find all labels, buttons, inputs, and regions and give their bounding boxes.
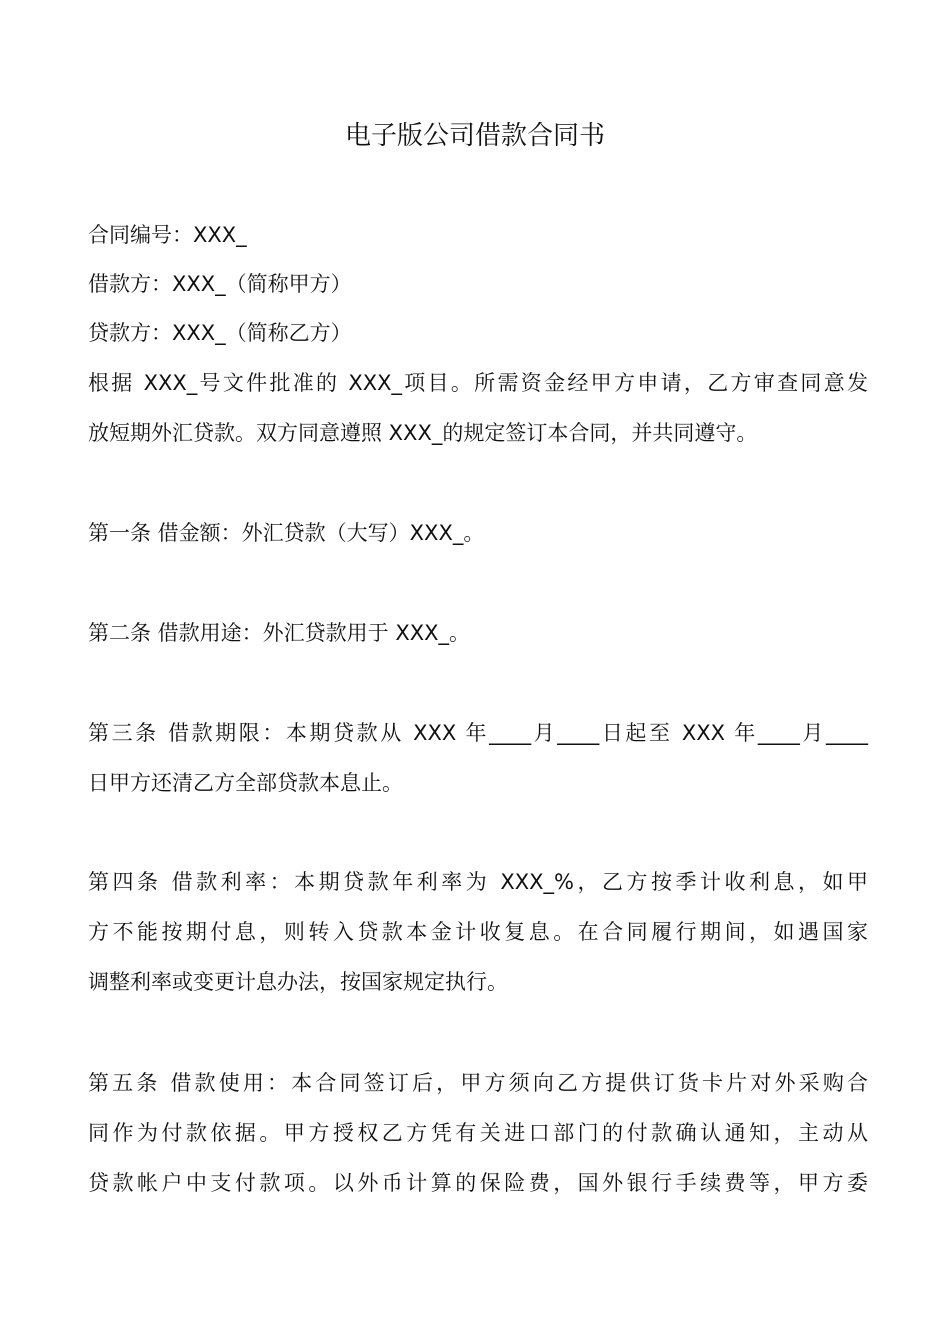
article-4-line-1: 第四条 借款利率：本期贷款年利率为 XXX_%，乙方按季计收利息，如甲 [88, 870, 868, 894]
article-5-line-3: 贷款帐户中支付款项。以外币计算的保险费，国外银行手续费等，甲方委 [88, 1171, 868, 1195]
article-4-line-3: 调整利率或变更计息办法，按国家规定执行。 [88, 970, 508, 994]
article-1-line: 第一条 借金额：外汇贷款（大写）XXX_。 [88, 521, 485, 545]
article-3-line-1: 第三条 借款期限：本期贷款从 XXX 年____月____日起至 XXX 年____月____ [88, 721, 868, 745]
article-5-line-2: 同作为付款依据。甲方授权乙方凭有关进口部门的付款确认通知，主动从 [88, 1121, 868, 1145]
lender-line: 贷款方：XXX_（简称乙方） [88, 321, 352, 345]
borrower-line: 借款方：XXX_（简称甲方） [88, 272, 352, 296]
article-5-line-1: 第五条 借款使用：本合同签订后，甲方须向乙方提供订货卡片对外采购合 [88, 1071, 868, 1095]
preamble-line-1: 根据 XXX_号文件批准的 XXX_项目。所需资金经甲方申请，乙方审查同意发 [88, 371, 868, 395]
document-title: 电子版公司借款合同书 [344, 121, 605, 151]
article-3-line-2: 日甲方还清乙方全部贷款本息止。 [88, 771, 403, 795]
article-4-line-2: 方不能按期付息，则转入贷款本金计收复息。在合同履行期间，如遇国家 [88, 920, 868, 944]
preamble-line-2: 放短期外汇贷款。双方同意遵照 XXX_的规定签订本合同，并共同遵守。 [88, 421, 758, 445]
article-2-line: 第二条 借款用途：外汇贷款用于 XXX_。 [88, 621, 471, 645]
contract-number-line: 合同编号：XXX_ [88, 223, 247, 247]
